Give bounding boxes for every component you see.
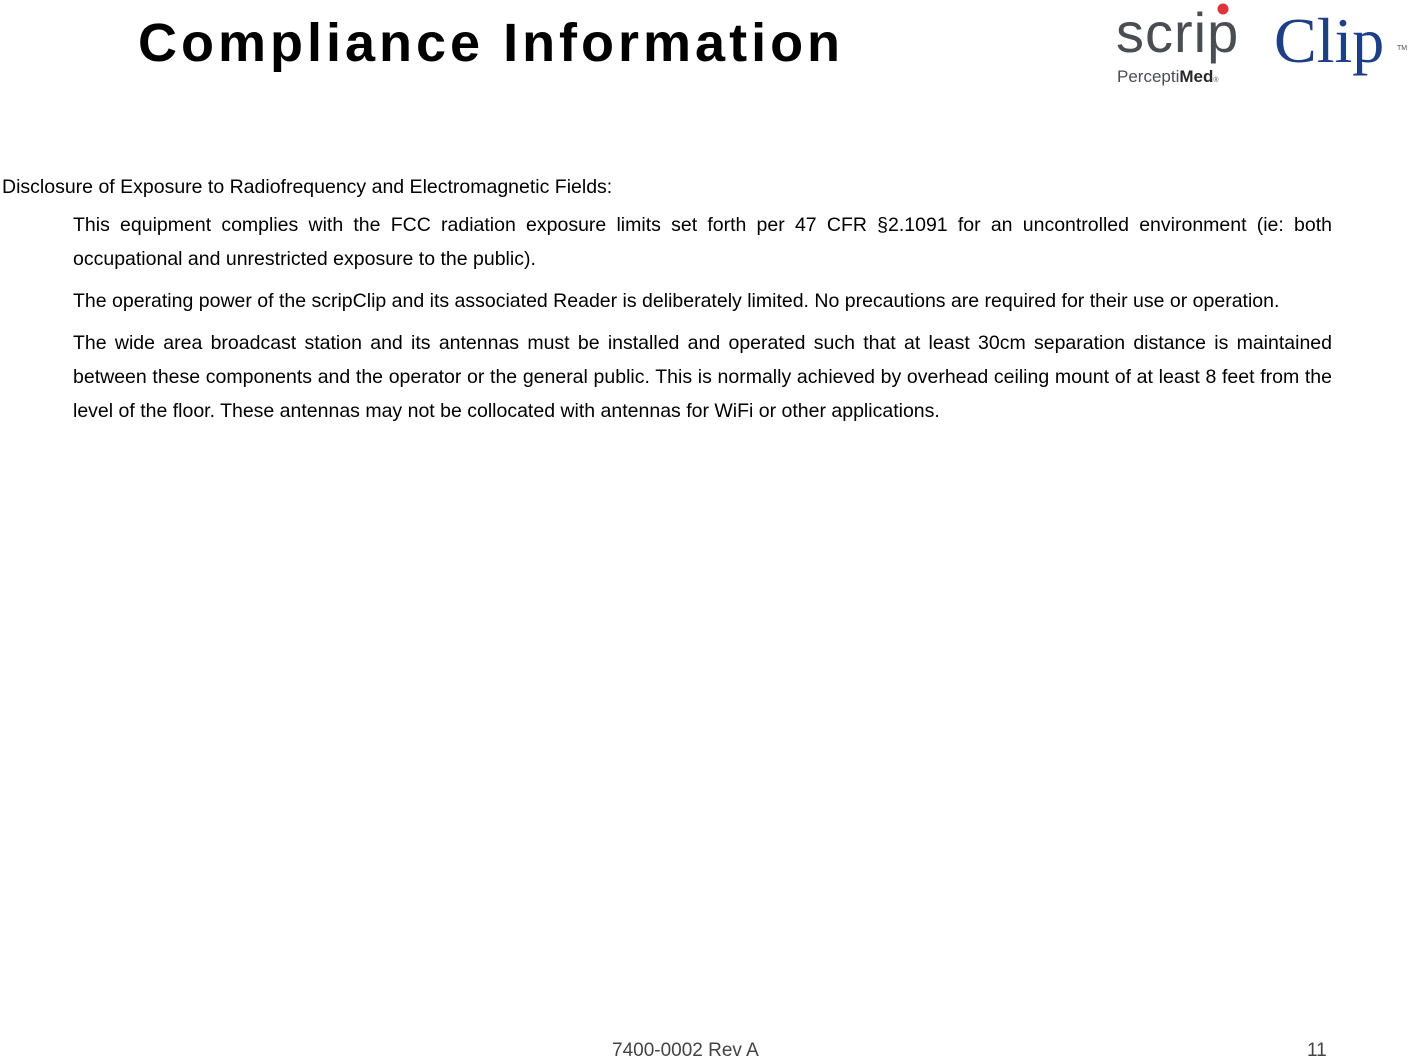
paragraph-antenna-separation: The wide area broadcast station and its antennas must be installed and operated such that at least 30cm separation distance is maintained between these components and the operator or the general public. This is normally achieved by overhead ceiling mount of at least 8 feet from the level of the floor. These antennas may not be collocated with antennas for WiFi or other applications. (73, 332, 1332, 422)
svg-text:TM: TM (1397, 45, 1408, 52)
section-heading: Disclosure of Exposure to Radiofrequency and Electromagnetic Fields: (2, 176, 613, 198)
scripclip-logo (1114, 0, 1410, 90)
footer-page-number: 11 (1307, 1040, 1327, 1061)
svg-text:scrip: scrip (1116, 1, 1240, 64)
svg-text:Clip: Clip (1274, 5, 1385, 76)
page-title: Compliance Information (138, 13, 845, 73)
rf-exposure-section (0, 170, 1345, 436)
footer-doc-number: 7400-0002 Rev A (612, 1040, 759, 1061)
svg-text:PerceptiMed®: PerceptiMed® (1117, 67, 1219, 86)
paragraph-fcc-limits: This equipment complies with the FCC radiation exposure limits set forth per 47 CFR §2.1091 for an uncontrolled environment (ie: both occupational and unrestricted exposure to the public). (73, 214, 1332, 270)
paragraph-operating-power: The operating power of the scripClip and its associated Reader is deliberately limited. No precautions are required for their use or operation. (73, 290, 1280, 312)
